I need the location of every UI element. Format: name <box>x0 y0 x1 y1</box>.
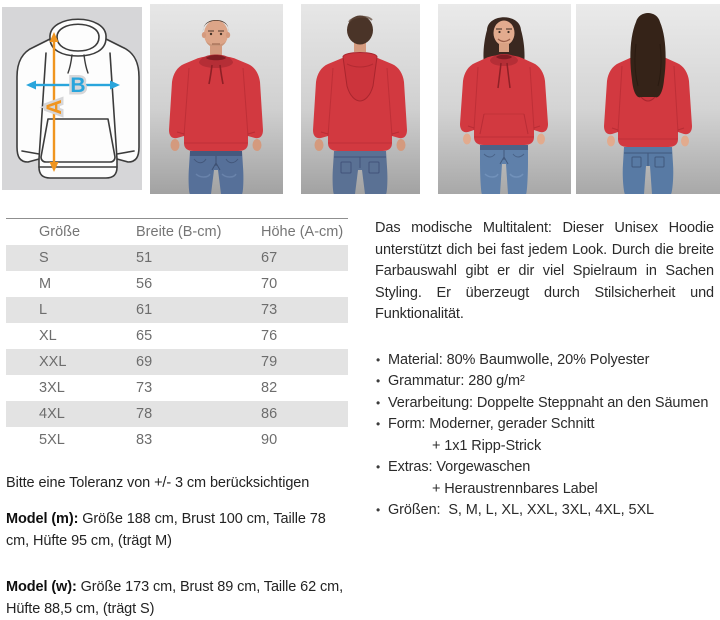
feature-form-sub: + 1x1 Ripp-Strick <box>432 437 542 454</box>
table-cell: 65 <box>136 328 153 344</box>
table-cell: M <box>39 276 52 292</box>
table-cell: 56 <box>136 276 153 292</box>
table-cell: 70 <box>261 276 278 292</box>
table-row-m <box>6 271 348 297</box>
table-cell: XL <box>39 328 57 344</box>
col-header-groesse: Größe <box>39 224 81 240</box>
table-cell: 4XL <box>39 406 65 422</box>
table-cell: 5XL <box>39 432 65 448</box>
table-row-s <box>6 245 348 271</box>
feature-form: • Form: Moderner, gerader Schnitt + 1x1 Ripp-Strick <box>375 414 714 457</box>
tolerance-note: Bitte eine Toleranz von +/- 3 cm berücksichtigen <box>6 475 310 491</box>
size-table <box>6 218 348 453</box>
model-m-label: Model (m): <box>6 511 79 527</box>
table-cell: S <box>39 250 49 266</box>
photo-woman-front <box>438 4 571 194</box>
table-row-3xl <box>6 375 348 401</box>
description-column <box>375 218 714 620</box>
table-cell: 90 <box>261 432 278 448</box>
table-cell: 3XL <box>39 380 65 396</box>
photo-man-front <box>150 4 283 194</box>
model-w-label: Model (w): <box>6 579 77 595</box>
model-w-note <box>6 576 348 620</box>
gallery-item-measurement-diagram[interactable] <box>0 4 144 196</box>
diagram-label-b: B <box>70 74 86 97</box>
gallery-item-man-front[interactable] <box>144 4 288 196</box>
feature-groessen: • Größen: S, M, L, XL, XXL, 3XL, 4XL, 5XL <box>375 500 714 522</box>
feature-extras-sub: + Heraustrennbares Label <box>432 480 598 497</box>
feature-extras: • Extras: Vorgewaschen + Heraustrennbares Label <box>375 457 714 500</box>
table-cell: L <box>39 302 48 318</box>
size-column <box>6 218 348 620</box>
table-cell: 86 <box>261 406 278 422</box>
table-row-xl <box>6 323 348 349</box>
table-row-xxl <box>6 349 348 375</box>
model-w-text: Größe 173 cm, Brust 89 cm, Taille 62 cm, Hüfte 88,5 cm, (trägt S) <box>6 579 344 617</box>
table-cell: 83 <box>136 432 153 448</box>
table-cell: XXL <box>39 354 67 370</box>
feature-grammatur: • Grammatur: 280 g/m² <box>375 371 714 393</box>
feature-list <box>375 350 714 522</box>
table-cell: 78 <box>136 406 153 422</box>
table-cell: 51 <box>136 250 153 266</box>
gallery-item-woman-back[interactable] <box>576 4 720 196</box>
table-row-4xl <box>6 401 348 427</box>
model-m-note <box>6 508 348 552</box>
table-cell: 79 <box>261 354 278 370</box>
table-cell: 73 <box>136 380 153 396</box>
table-row-5xl <box>6 427 348 453</box>
gallery-item-man-back[interactable] <box>288 4 432 196</box>
feature-material: • Material: 80% Baumwolle, 20% Polyester <box>375 350 714 372</box>
table-cell: 69 <box>136 354 153 370</box>
product-gallery <box>0 0 720 196</box>
col-header-hoehe: Höhe (A-cm) <box>261 224 344 240</box>
diagram-label-a: A <box>43 99 66 115</box>
size-table-header-row <box>6 219 348 246</box>
gallery-item-woman-front[interactable] <box>432 4 576 196</box>
model-m-text: Größe 188 cm, Brust 100 cm, Taille 78 cm, Hüfte 95 cm, (trägt M) <box>6 511 326 549</box>
hoodie-measurement-diagram <box>2 7 142 190</box>
photo-man-back <box>301 4 420 194</box>
photo-woman-back <box>576 4 720 194</box>
table-cell: 67 <box>261 250 278 266</box>
table-cell: 82 <box>261 380 278 396</box>
table-row-l <box>6 297 348 323</box>
table-cell: 76 <box>261 328 278 344</box>
feature-verarbeitung: • Verarbeitung: Doppelte Steppnaht an den Säumen <box>375 393 714 415</box>
product-description: Das modische Multitalent: Dieser Unisex Hoodie unterstützt dich bei fast jedem Look. Durch die breite Farbauswahl gibt er dir viel Spielraum in Sachen Styling. Er überzeugt durch Stilsicherheit und Funktionalität. <box>375 220 714 322</box>
col-header-breite: Breite (B-cm) <box>136 224 222 240</box>
table-cell: 73 <box>261 302 278 318</box>
table-cell: 61 <box>136 302 153 318</box>
details-section <box>0 218 720 620</box>
